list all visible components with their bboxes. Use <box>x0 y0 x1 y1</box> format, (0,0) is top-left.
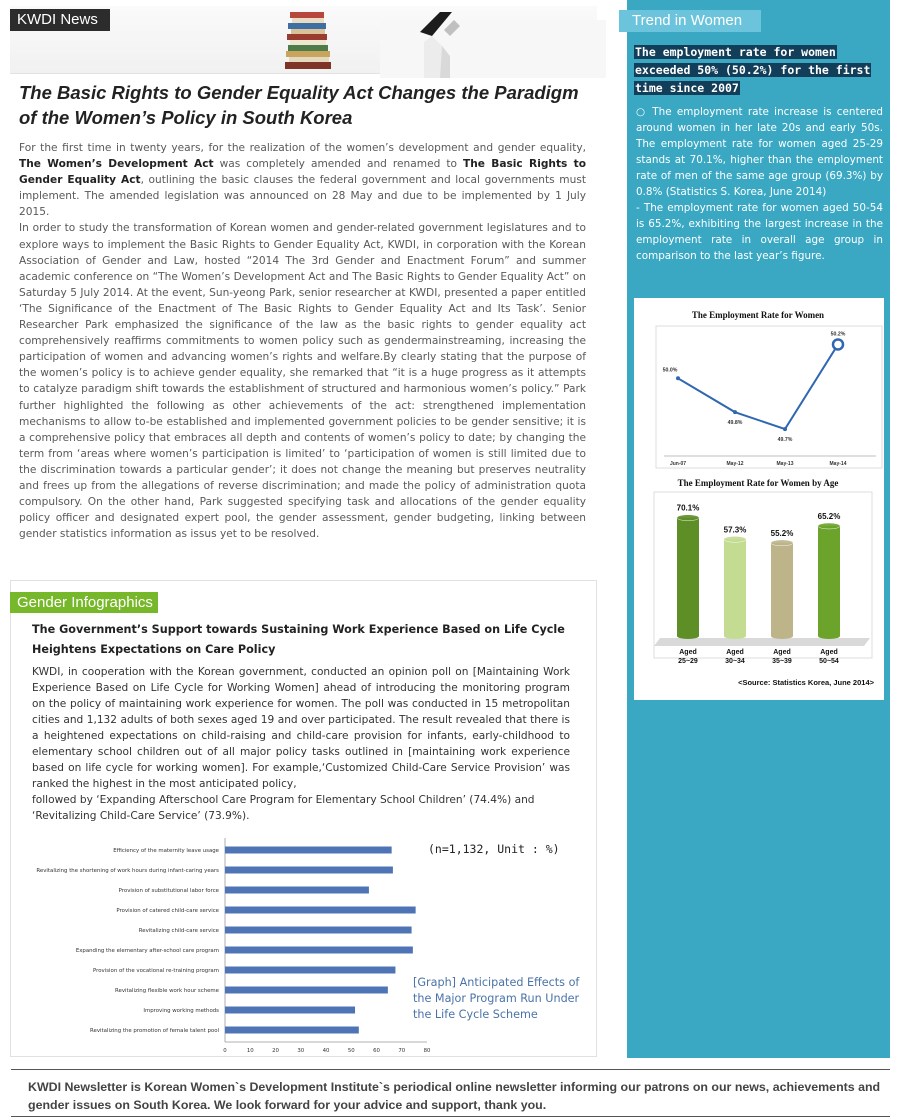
news-article-body <box>19 140 586 542</box>
age-chart-data-label: 70.1% <box>676 503 700 513</box>
age-chart-data-label: 55.2% <box>770 528 794 538</box>
infographics-paragraph: KWDI, in cooperation with the Korean government, conducted an opinion poll on [Maintaining Work Experience Based on Life Cycle for Working Women] ahead of introducing the monitoring program on the policy of maintaining work experience for women. The poll was conducted in 15 metropolitan cities and 1,132 adults of both sexes aged 19 and over participated. The result revealed that there is a heightened expectations on child-raising and child-care provision for infants, early-childhood to elementary school children out of all major policy tasks outlined in [maintaining work experience based on life cycle for working women]. For example,‘Customized Child-Care Service Provision’ was ranked the highest in the most anticipated policy, <box>32 666 570 790</box>
line-chart-frame <box>656 326 882 468</box>
poll-x-tick-label: 40 <box>322 1048 330 1054</box>
line-chart-point <box>733 410 737 414</box>
poll-bar <box>225 907 416 914</box>
age-chart-bar-base <box>818 633 840 639</box>
footer-divider-bottom <box>11 1116 890 1117</box>
footer-divider-top <box>11 1069 890 1070</box>
poll-category-label: Revitalizing the shortening of work hours during infant-caring years <box>36 868 219 874</box>
infographics-title: The Government’s Support towards Sustaining Work Experience Based on Life Cycle Heightens Expectations on Care Policy <box>32 623 565 656</box>
line-chart-point <box>783 427 787 431</box>
poll-x-tick-label: 50 <box>347 1048 355 1054</box>
line-chart-data-label: 50.2% <box>830 331 846 338</box>
poll-bar <box>225 927 412 934</box>
poll-bar <box>225 1007 355 1014</box>
poll-category-label: Revitalizing child-care service <box>138 928 219 934</box>
trend-body-paragraph-2: - The employment rate for women aged 50-54 is 65.2%, exhibiting the largest increase in the employment rate in overall age group in comparison to the last year’s figure. <box>636 202 883 262</box>
age-chart-bar-top <box>724 536 746 542</box>
age-chart-bar-base <box>771 633 793 639</box>
new-act-name: The Basic Rights to Gender Equality Act <box>19 158 586 187</box>
poll-graph-caption: [Graph] Anticipated Effects of the Major Program Run Under the Life Cycle Scheme <box>413 976 580 1021</box>
source-note: <Source: Statistics Korea, June 2014> <box>738 678 874 687</box>
news-paragraph-1-end: , outlining the basic clauses the federal government and local governments must implement. The amended legislation was announced on 28 May and due to be implemented by 1 July 2015. <box>19 174 586 219</box>
trend-headline <box>634 43 884 97</box>
trend-section-badge: Trend in Women <box>619 10 761 32</box>
poll-bar <box>225 847 392 854</box>
trend-headline-line-1: The employment rate for women <box>635 45 836 59</box>
age-chart-category-range: 25~29 <box>678 658 698 665</box>
age-chart-category-range: 35~39 <box>772 658 792 665</box>
age-chart-data-label: 65.2% <box>817 511 841 521</box>
anticipated-effects-bar-chart <box>30 836 440 1054</box>
age-chart-bar <box>818 526 840 636</box>
age-chart-bar-base <box>724 633 746 639</box>
age-chart-floor <box>654 638 870 646</box>
poll-bar <box>225 947 413 954</box>
line-chart-x-tick-label: May-13 <box>776 461 794 467</box>
age-chart-bar-top <box>818 523 840 529</box>
poll-category-label: Revitalizing flexible work hour scheme <box>115 988 219 994</box>
age-chart-category-label: Aged <box>773 649 791 656</box>
trend-charts-box <box>634 298 884 700</box>
line-chart-data-label: 50.0% <box>662 367 678 374</box>
poll-category-label: Provision of catered child-care service <box>116 908 219 914</box>
trend-body-paragraph-1: ○ The employment rate increase is centered around women in her late 20s and early 50s. The employment rate for women aged 25-29 stands at 70.1%, higher than the employment rate of men of the same age group (69.3%) by 0.8% (Statistics S. Korea, June 2014) <box>636 106 883 198</box>
line-chart-x-tick-label: Jun-07 <box>669 461 687 467</box>
age-chart-category-label: Aged <box>820 649 838 656</box>
poll-x-tick-label: 30 <box>297 1048 305 1054</box>
line-chart-data-label: 49.8% <box>727 420 743 427</box>
news-paragraph-1-mid: was completely amended and renamed to <box>213 158 463 171</box>
poll-category-label: Provision of the vocational re-training program <box>92 968 219 974</box>
line-chart-data-label: 49.7% <box>777 437 793 444</box>
poll-category-label: Expanding the elementary after-school care program <box>75 948 219 954</box>
age-chart-data-label: 57.3% <box>723 525 747 535</box>
age-chart-bar <box>771 543 793 636</box>
poll-bar <box>225 887 369 894</box>
age-chart-title: The Employment Rate for Women by Age <box>677 478 839 488</box>
line-chart-point <box>676 376 680 380</box>
age-chart-category-label: Aged <box>726 649 744 656</box>
infographics-paragraph-2: followed by ‘Expanding Afterschool Care Program for Elementary School Children’ (74.4%) and ‘Revitalizing Child-Care Service’ (73.9%). <box>32 794 535 822</box>
line-chart-series-line <box>678 344 838 429</box>
poll-bar <box>225 1027 359 1034</box>
poll-bar <box>225 867 393 874</box>
news-paragraph-1-intro: For the first time in twenty years, for the realization of the women’s development and gender equality, <box>19 142 586 154</box>
age-chart-bar-top <box>677 515 699 521</box>
trend-headline-line-3: time since 2007 <box>635 81 739 95</box>
news-paragraph-2: In order to study the transformation of Korean women and gender-related government legislatures and to explore ways to implement the Basic Rights to Gender Equality Act, KWDI, in corporation with the Korean Association of Gender and Law, hosted “2014 The 3rd Gender and Enactment Forum” and summer academic conference on “The Women’s Development Act and The Basic Rights to Gender Equality Act” on Saturday 5 July 2014. At the event, Sun-yeong Park, senior researcher at KWDI, presented a paper entitled ‘The Significance of the Enactment of The Basic Rights to Gender Equality Act and Its Task’. Senior Researcher Park emphasized the significance of the law as the basic rights to gender equality act comprehensively reaffirms commitments to women policy such as gendermainstreaming, increasing the participation of women and advancing women’s rights and welfare.By clearly stating that the purpose of the women’s policy is to achieve gender equality, she remarked that “it is a huge progress as it attempts to catalyze paradigm shift towards the establishment of structured and harmonious women’s policy.” Park further highlighted the following as other achievements of the act: strengthened implementation mechanisms to allow to-be established and implemented government policies to be gender sensitive; it is a comprehensive policy that embraces all depth and contents of women’s policy to date; by changing the term from ‘areas where women’s participation is limited’ to ‘participation of women is still limited due to the discrimination towards a particular gender’; it does not change the meaning but preserves neutrality and frees up from the allegations of reverse discrimination; and made the policy of administration quota compulsory. On the other hand, Park suggested specifying task and allocations of the gender equality policy officer and designated expert pool, the gender assessment, gender budgeting, linking between gender statistics information as issus yet to be resolved. <box>19 222 586 541</box>
poll-x-tick-label: 70 <box>398 1048 406 1054</box>
news-section-badge: KWDI News <box>10 9 110 31</box>
infographics-body <box>32 664 570 824</box>
news-article-title: The Basic Rights to Gender Equality Act Changes the Paradigm of the Women’s Policy in South Korea <box>19 82 579 128</box>
footer-text: KWDI Newsletter is Korean Women`s Development Institute`s periodical online newsletter informing our patrons on our news, achievements and gender issues on South Korea. We look forward for your advice and support, thank you. <box>28 1080 881 1112</box>
poll-x-tick-label: 0 <box>223 1048 227 1054</box>
poll-category-label: Provision of substitutional labor force <box>118 888 219 894</box>
line-chart-point <box>833 339 843 349</box>
poll-x-tick-label: 20 <box>272 1048 279 1054</box>
line-chart-x-tick-label: May-12 <box>726 461 744 467</box>
poll-category-label: Revitalizing the promotion of female talent pool <box>90 1028 219 1034</box>
age-chart-bar <box>724 539 746 636</box>
age-chart-bar <box>677 518 699 636</box>
poll-x-tick-label: 10 <box>246 1048 254 1054</box>
infographics-section-badge: Gender Infographics <box>10 592 158 613</box>
poll-category-label: Efficiency of the maternity leave usage <box>113 848 219 854</box>
trend-body <box>636 104 883 264</box>
poll-sample-unit-label: (n=1,132, Unit : %) <box>428 842 560 856</box>
line-chart-title: The Employment Rate for Women <box>691 310 825 320</box>
poll-x-tick-label: 60 <box>373 1048 380 1054</box>
line-chart-x-tick-label: May-14 <box>829 461 847 467</box>
age-chart-category-range: 30~34 <box>725 658 745 665</box>
trend-headline-line-2: exceeded 50% (50.2%) for the first <box>635 63 871 77</box>
poll-bar <box>225 967 395 974</box>
poll-x-tick-label: 80 <box>423 1048 431 1054</box>
age-chart-bar-base <box>677 633 699 639</box>
age-chart-category-range: 50~54 <box>819 658 839 665</box>
old-act-name: The Women’s Development Act <box>19 158 214 171</box>
employment-rate-by-age-chart <box>634 474 884 674</box>
poll-category-label: Improving working methods <box>143 1008 219 1014</box>
notebook-pen-icon <box>380 12 606 78</box>
age-chart-category-label: Aged <box>679 649 697 656</box>
books-stack-icon <box>282 8 340 72</box>
employment-rate-line-chart <box>634 298 884 474</box>
poll-bar <box>225 987 388 994</box>
age-chart-bar-top <box>771 540 793 546</box>
